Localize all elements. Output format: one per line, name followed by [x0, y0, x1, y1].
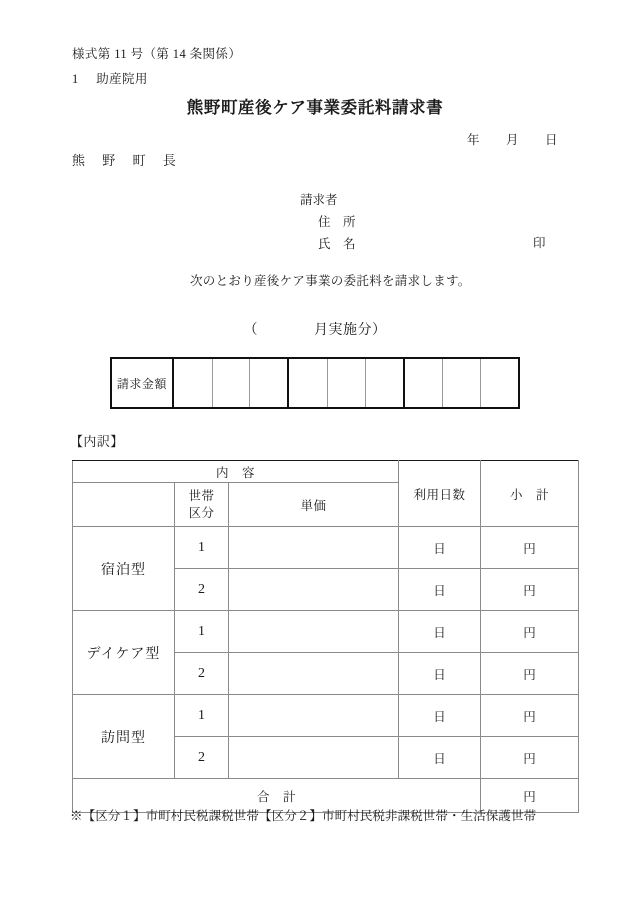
- table-row: [73, 695, 579, 737]
- row-subtotal[interactable]: 円: [481, 569, 579, 611]
- row-unit-price[interactable]: [229, 569, 399, 611]
- row-subtotal[interactable]: 円: [481, 695, 579, 737]
- amount-digit-group: [403, 359, 518, 407]
- row-subtotal[interactable]: 円: [481, 737, 579, 779]
- page-title: 熊野町産後ケア事業委託料請求書: [186, 98, 444, 117]
- table-header-row-content: [73, 461, 579, 483]
- row-unit-price[interactable]: [229, 737, 399, 779]
- header-content-label: 内 容: [216, 465, 256, 480]
- amount-digit-cell[interactable]: [212, 359, 250, 407]
- amount-digit-group: [287, 359, 402, 407]
- table-row: [73, 527, 579, 569]
- amount-digit-cell[interactable]: [405, 359, 443, 407]
- household-division-line1: 世帯: [188, 488, 215, 503]
- row-division: 1: [175, 527, 229, 569]
- seal-mark: 印: [533, 236, 546, 250]
- row-division: 1: [175, 695, 229, 737]
- amount-digit-cell[interactable]: [174, 359, 212, 407]
- row-unit-price[interactable]: [229, 611, 399, 653]
- row-days[interactable]: 日: [399, 611, 481, 653]
- total-label: 合 計: [73, 779, 481, 813]
- row-subtotal[interactable]: 円: [481, 527, 579, 569]
- form-number: 様式第 11 号（第 14 条関係）: [72, 47, 242, 61]
- header-household-division-cell: [175, 483, 229, 527]
- row-division: 2: [175, 737, 229, 779]
- amount-digit-cell[interactable]: [249, 359, 287, 407]
- row-type-daycare: デイケア型: [73, 611, 175, 695]
- row-unit-price[interactable]: [229, 695, 399, 737]
- row-days[interactable]: 日: [399, 569, 481, 611]
- header-unit-price-cell: 単価: [229, 483, 399, 527]
- amount-digit-cell[interactable]: [480, 359, 518, 407]
- implementation-month-line: [0, 319, 630, 339]
- row-days[interactable]: 日: [399, 653, 481, 695]
- amount-digit-cell[interactable]: [289, 359, 327, 407]
- row-unit-price[interactable]: [229, 653, 399, 695]
- row-days[interactable]: 日: [399, 695, 481, 737]
- header-use-days-cell: 利用日数: [399, 461, 481, 527]
- row-unit-price[interactable]: [229, 527, 399, 569]
- breakdown-section-label: 【内訳】: [70, 434, 124, 449]
- row-type-homevisit: 訪問型: [73, 695, 175, 779]
- header-subtotal-cell: 小 計: [481, 461, 579, 527]
- claimant-address-label: 住 所: [318, 215, 356, 229]
- amount-digit-cell[interactable]: [365, 359, 403, 407]
- amount-digit-cell[interactable]: [327, 359, 365, 407]
- form-subtitle: [72, 69, 148, 87]
- row-days[interactable]: 日: [399, 527, 481, 569]
- row-type-shukuhaku: 宿泊型: [73, 527, 175, 611]
- row-division: 2: [175, 569, 229, 611]
- breakdown-table: [72, 460, 579, 813]
- addressee: 熊 野 町 長: [72, 153, 183, 168]
- amount-digit-cell[interactable]: [442, 359, 480, 407]
- claim-amount-label: 請求金額: [112, 359, 174, 407]
- footnote: ※【区分１】市町村民税課税世帯【区分２】市町村民税非課税世帯・生活保護世帯: [70, 809, 537, 823]
- header-content-cell: [73, 461, 399, 483]
- claim-amount-box: [110, 357, 520, 409]
- month-suffix: 月実施分）: [314, 323, 387, 338]
- statement-text: 次のとおり産後ケア事業の委託料を請求します。: [190, 274, 471, 288]
- date-day-label: 日: [544, 133, 558, 147]
- date-month-label: 月: [505, 133, 519, 147]
- row-division: 1: [175, 611, 229, 653]
- form-subtitle-text: 助産院用: [96, 72, 148, 86]
- date-line: [467, 130, 558, 148]
- household-division-line2: 区分: [188, 505, 215, 520]
- total-amount[interactable]: 円: [481, 779, 579, 813]
- row-days[interactable]: 日: [399, 737, 481, 779]
- row-subtotal[interactable]: 円: [481, 611, 579, 653]
- claimant-name-label: 氏 名: [318, 237, 356, 251]
- table-row: [73, 611, 579, 653]
- open-paren: （: [243, 323, 258, 338]
- date-year-label: 年: [466, 133, 480, 147]
- form-subtitle-number: 1: [72, 72, 79, 86]
- claimant-label: 請求者: [300, 193, 338, 207]
- header-type-blank-cell: [73, 483, 175, 527]
- amount-digit-group: [174, 359, 287, 407]
- row-division: 2: [175, 653, 229, 695]
- row-subtotal[interactable]: 円: [481, 653, 579, 695]
- claimant-block: [300, 189, 356, 255]
